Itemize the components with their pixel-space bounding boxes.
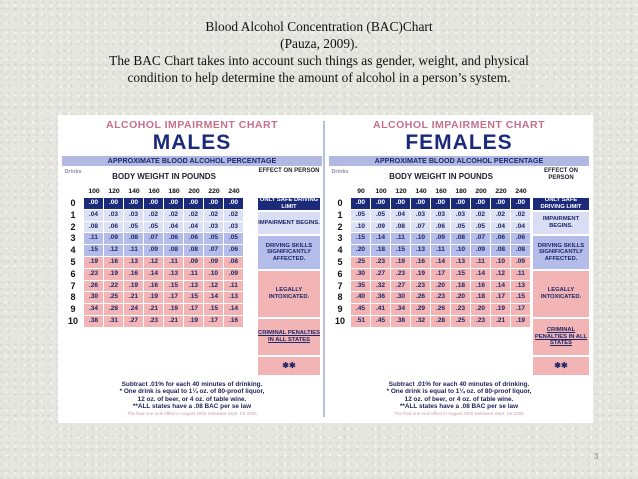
bac-cell: .03	[411, 210, 430, 221]
bac-cell: .09	[371, 222, 390, 233]
footer-note: **ALL states have a .08 BAC per se law	[399, 402, 519, 410]
bac-cell: .11	[184, 269, 203, 280]
bac-cell: .06	[184, 233, 203, 244]
bac-cell: .03	[104, 210, 123, 221]
bac-cell: .07	[144, 233, 163, 244]
bac-cell: .11	[391, 233, 410, 244]
table-row	[329, 281, 531, 292]
bac-cell: .14	[144, 269, 163, 280]
bac-cell: .07	[411, 222, 430, 233]
drinks-count: 1	[70, 209, 76, 220]
bac-cell: .08	[184, 245, 203, 256]
table-row	[329, 269, 531, 280]
drinks-count: 6	[70, 268, 76, 279]
bac-cell: .17	[184, 304, 203, 315]
bac-cell: .04	[184, 222, 203, 233]
bac-chart-image	[58, 115, 593, 423]
footer-line: 12 oz. of beer, or 4 oz. of table wine.	[137, 395, 247, 403]
males-effect-criminal: CRIMINAL PENALTIES IN ALL STATES	[258, 319, 320, 355]
bac-cell: .04	[84, 210, 103, 221]
table-row	[329, 198, 531, 209]
females-bac-grid	[329, 198, 531, 328]
females-panel	[329, 119, 589, 419]
bac-cell: .08	[451, 233, 470, 244]
bac-cell: .07	[204, 245, 223, 256]
footer-line: * One drink is equal to 1¼ oz. of 80-proof liquor,	[119, 388, 265, 396]
bac-cell: .06	[431, 222, 450, 233]
bac-cell: .13	[511, 281, 530, 292]
bac-cell: .08	[84, 222, 103, 233]
table-row	[329, 210, 531, 221]
bac-cell: .25	[104, 292, 123, 303]
bac-cell: .27	[371, 269, 390, 280]
bac-cell: .09	[511, 257, 530, 268]
males-gender-heading: MALES	[152, 131, 232, 154]
slide-citation: (Pauza, 2009).	[280, 36, 358, 51]
bac-cell: .13	[411, 245, 430, 256]
drinks-count: 0	[70, 198, 76, 208]
bac-cell: .00	[204, 198, 223, 209]
bac-cell: .09	[431, 233, 450, 244]
males-effect-safe: ONLY SAFE DRIVING LIMIT	[259, 197, 319, 210]
page-number: 3	[594, 452, 599, 461]
weight-header: 200	[475, 188, 487, 195]
males-subtitle-bar: APPROXIMATE BLOOD ALCOHOL PERCENTAGE	[62, 156, 322, 166]
bac-cell: .03	[431, 210, 450, 221]
bac-cell: .15	[351, 233, 370, 244]
footer-fine-print: The final one took effect in August 2005 Deleware Sept. 1st 2005	[394, 411, 524, 417]
bac-cell: .29	[411, 304, 430, 315]
drinks-count: 5	[337, 256, 343, 267]
bac-cell: .11	[511, 269, 530, 280]
bac-cell: .05	[124, 222, 143, 233]
bac-cell: .38	[84, 316, 103, 327]
bac-cell: .06	[511, 233, 530, 244]
males-bac-grid	[62, 198, 244, 328]
footer-fine-print: The final one took effect in August 2005 Deleware Sept. 1st 2005	[127, 411, 257, 417]
bac-cell: .05	[144, 222, 163, 233]
females-effect-intoxicated: LEGALLY INTOXICATED.	[533, 271, 589, 317]
bac-cell: .06	[104, 222, 123, 233]
bac-cell: .19	[124, 281, 143, 292]
bac-cell: .15	[164, 281, 183, 292]
males-effect-skills: DRIVING SKILLS SIGNIFICANTLY AFFECTED.	[258, 236, 320, 269]
bac-cell: .16	[224, 316, 243, 327]
bac-cell: .02	[164, 210, 183, 221]
weight-header: 220	[495, 188, 507, 195]
males-drinks-label: Drinks	[64, 169, 82, 175]
bac-cell: .18	[471, 292, 490, 303]
footer-line: 12 oz. of beer, or 4 oz. of table wine.	[404, 395, 514, 403]
bac-cell: .14	[371, 233, 390, 244]
females-footer	[329, 381, 589, 417]
bac-cell: .15	[204, 304, 223, 315]
bac-cell: .19	[104, 269, 123, 280]
slide-description-line1: The BAC Chart takes into account such things as gender, weight, and physical	[109, 53, 529, 68]
females-weight-row	[351, 187, 531, 197]
bac-cell: .20	[471, 304, 490, 315]
bac-cell: .09	[204, 257, 223, 268]
females-effect-stars: ✱✱	[533, 357, 589, 375]
bac-cell: .41	[371, 304, 390, 315]
females-effect-skills: DRIVING SKILLS SIGNIFICANTLY AFFECTED.	[533, 236, 589, 269]
bac-cell: .23	[451, 304, 470, 315]
bac-cell: .15	[184, 292, 203, 303]
bac-cell: .23	[391, 269, 410, 280]
weight-header: 100	[88, 188, 100, 195]
bac-cell: .30	[351, 269, 370, 280]
bac-cell: .00	[124, 198, 143, 209]
table-row	[62, 233, 244, 244]
females-body-weight-label: BODY WEIGHT IN POUNDS	[389, 172, 493, 181]
weight-header: 180	[168, 188, 180, 195]
bac-cell: .16	[471, 281, 490, 292]
bac-cell: .32	[371, 281, 390, 292]
bac-cell: .09	[184, 257, 203, 268]
bac-cell: .02	[144, 210, 163, 221]
bac-cell: .16	[104, 257, 123, 268]
bac-cell: .06	[224, 245, 243, 256]
bac-cell: .17	[511, 304, 530, 315]
table-row	[62, 304, 244, 315]
bac-cell: .09	[144, 245, 163, 256]
females-effect-safe: ONLY SAFE DRIVING LIMIT	[533, 198, 589, 210]
bac-cell: .16	[124, 269, 143, 280]
bac-cell: .00	[144, 198, 163, 209]
weight-header: 200	[188, 188, 200, 195]
bac-cell: .19	[144, 292, 163, 303]
bac-cell: .12	[144, 257, 163, 268]
bac-cell: .34	[391, 304, 410, 315]
bac-cell: .00	[104, 198, 123, 209]
bac-cell: .10	[451, 245, 470, 256]
bac-cell: .21	[491, 316, 510, 327]
bac-cell: .10	[411, 233, 430, 244]
bac-cell: .10	[351, 222, 370, 233]
bac-cell: .45	[371, 316, 390, 327]
bac-cell: .00	[431, 198, 450, 209]
slide-heading	[0, 18, 638, 86]
bac-cell: .23	[431, 292, 450, 303]
bac-cell: .15	[84, 245, 103, 256]
bac-cell: .28	[104, 304, 123, 315]
bac-cell: .10	[204, 269, 223, 280]
bac-cell: .05	[451, 222, 470, 233]
weight-header: 140	[128, 188, 140, 195]
bac-cell: .23	[411, 281, 430, 292]
bac-cell: .26	[411, 292, 430, 303]
weight-header: 160	[148, 188, 160, 195]
bac-cell: .20	[431, 281, 450, 292]
bac-cell: .13	[184, 281, 203, 292]
table-row	[62, 316, 244, 327]
footer-note: **ALL states have a .08 BAC per se law	[132, 402, 252, 410]
bac-cell: .00	[411, 198, 430, 209]
bac-cell: .00	[224, 198, 243, 209]
bac-cell: .16	[411, 257, 430, 268]
weight-header: 120	[395, 188, 407, 195]
bac-cell: .03	[124, 210, 143, 221]
females-effect-label: EFFECT ON PERSON	[544, 168, 578, 181]
table-row	[62, 257, 244, 268]
bac-cell: .21	[144, 304, 163, 315]
weight-header: 180	[455, 188, 467, 195]
bac-cell: .08	[224, 257, 243, 268]
bac-cell: .19	[164, 304, 183, 315]
males-chart-title: ALCOHOL IMPAIRMENT CHART	[105, 119, 279, 131]
bac-cell: .23	[471, 316, 490, 327]
bac-cell: .19	[511, 316, 530, 327]
weight-header: 240	[228, 188, 240, 195]
bac-cell: .45	[351, 304, 370, 315]
table-row	[329, 304, 531, 315]
bac-cell: .13	[224, 292, 243, 303]
weight-header: 90	[357, 188, 365, 195]
bac-cell: .36	[371, 292, 390, 303]
bac-cell: .11	[124, 245, 143, 256]
bac-cell: .27	[124, 316, 143, 327]
bac-cell: .09	[471, 245, 490, 256]
slide-title: Blood Alcohol Concentration (BAC)Chart	[205, 19, 433, 34]
bac-cell: .26	[431, 304, 450, 315]
bac-cell: .04	[491, 222, 510, 233]
table-row	[62, 198, 244, 209]
bac-cell: .08	[124, 233, 143, 244]
weight-header: 240	[515, 188, 527, 195]
table-row	[329, 257, 531, 268]
bac-cell: .05	[471, 222, 490, 233]
drinks-count: 3	[70, 233, 76, 244]
bac-cell: .13	[451, 257, 470, 268]
table-row	[62, 210, 244, 221]
bac-cell: .12	[204, 281, 223, 292]
bac-cell: .19	[491, 304, 510, 315]
drinks-count: 10	[67, 315, 78, 326]
bac-cell: .24	[124, 304, 143, 315]
weight-header: 140	[415, 188, 427, 195]
drinks-count: 9	[337, 304, 343, 315]
bac-cell: .14	[471, 269, 490, 280]
weight-header: 100	[375, 188, 387, 195]
bac-cell: .21	[124, 292, 143, 303]
bac-cell: .05	[224, 233, 243, 244]
bac-cell: .15	[511, 292, 530, 303]
males-footer	[62, 381, 322, 417]
bac-cell: .11	[471, 257, 490, 268]
drinks-count: 7	[70, 280, 76, 291]
females-effect-impairment: IMPAIRMENT BEGINS.	[533, 212, 589, 234]
bac-cell: .21	[164, 316, 183, 327]
males-effect-impairment: IMPAIRMENT BEGINS.	[258, 212, 320, 234]
bac-cell: .17	[431, 269, 450, 280]
footer-line: * One drink is equal to 1¼ oz. of 80-proof liquor,	[386, 388, 532, 396]
drinks-count: 9	[70, 304, 76, 315]
bac-cell: .14	[431, 257, 450, 268]
bac-cell: .00	[164, 198, 183, 209]
bac-cell: .16	[144, 281, 163, 292]
bac-cell: .07	[471, 233, 490, 244]
drinks-count: 4	[337, 245, 343, 256]
bac-cell: .03	[451, 210, 470, 221]
weight-header: 120	[108, 188, 120, 195]
bac-cell: .08	[164, 245, 183, 256]
bac-cell: .05	[204, 233, 223, 244]
table-row	[329, 245, 531, 256]
bac-cell: .00	[351, 198, 370, 209]
bac-cell: .30	[391, 292, 410, 303]
bac-cell: .09	[224, 269, 243, 280]
females-subtitle-bar: APPROXIMATE BLOOD ALCOHOL PERCENTAGE	[329, 156, 589, 166]
slide-description-line2: condition to help determine the amount of alcohol in a person’s system.	[127, 70, 511, 85]
drinks-count: 10	[334, 315, 345, 326]
drinks-count: 2	[337, 221, 343, 232]
bac-cell: .12	[104, 245, 123, 256]
bac-cell: .08	[491, 245, 510, 256]
bac-cell: .05	[371, 210, 390, 221]
bac-cell: .26	[84, 281, 103, 292]
bac-cell: .13	[164, 269, 183, 280]
males-effect-intoxicated: LEGALLY INTOXICATED.	[258, 271, 320, 317]
bac-cell: .02	[511, 210, 530, 221]
drinks-count: 7	[337, 280, 343, 291]
bac-cell: .38	[391, 316, 410, 327]
footer-line: Subtract .01% for each 40 minutes of drinking.	[121, 381, 263, 388]
bac-cell: .14	[224, 304, 243, 315]
bac-cell: .03	[204, 222, 223, 233]
table-row	[62, 245, 244, 256]
bac-cell: .08	[511, 245, 530, 256]
bac-cell: .11	[224, 281, 243, 292]
bac-cell: .04	[391, 210, 410, 221]
bac-cell: .23	[144, 316, 163, 327]
bac-cell: .09	[104, 233, 123, 244]
males-panel	[62, 119, 322, 419]
table-row	[329, 233, 531, 244]
table-row	[329, 222, 531, 233]
females-gender-heading: FEMALES	[405, 131, 513, 154]
drinks-count: 8	[337, 292, 343, 303]
bac-cell: .19	[84, 257, 103, 268]
drinks-count: 6	[337, 268, 343, 279]
drinks-count: 3	[337, 233, 343, 244]
bac-cell: .19	[391, 257, 410, 268]
bac-cell: .23	[371, 257, 390, 268]
bac-cell: .20	[451, 292, 470, 303]
males-body-weight-label: BODY WEIGHT IN POUNDS	[112, 172, 216, 181]
drinks-count: 4	[70, 245, 76, 256]
table-row	[329, 292, 531, 303]
bac-cell: .00	[184, 198, 203, 209]
bac-cell: .40	[351, 292, 370, 303]
bac-cell: .00	[84, 198, 103, 209]
males-weight-row	[84, 187, 244, 197]
bac-cell: .27	[391, 281, 410, 292]
drinks-count: 1	[337, 209, 343, 220]
bac-cell: .14	[491, 281, 510, 292]
bac-cell: .02	[491, 210, 510, 221]
bac-cell: .00	[491, 198, 510, 209]
footer-line: Subtract .01% for each 40 minutes of drinking.	[388, 381, 530, 388]
bac-cell: .06	[164, 233, 183, 244]
bac-cell: .04	[164, 222, 183, 233]
bac-cell: .02	[184, 210, 203, 221]
drinks-count: 2	[70, 221, 76, 232]
bac-cell: .17	[164, 292, 183, 303]
table-row	[62, 292, 244, 303]
weight-header: 160	[435, 188, 447, 195]
bac-cell: .11	[431, 245, 450, 256]
bac-cell: .00	[471, 198, 490, 209]
weight-header: 220	[208, 188, 220, 195]
bac-cell: .13	[124, 257, 143, 268]
bac-cell: .11	[84, 233, 103, 244]
bac-cell: .18	[451, 281, 470, 292]
drinks-count: 5	[70, 256, 76, 267]
bac-cell: .12	[491, 269, 510, 280]
bac-cell: .17	[491, 292, 510, 303]
bac-cell: .25	[451, 316, 470, 327]
bac-cell: .02	[224, 210, 243, 221]
bac-cell: .00	[451, 198, 470, 209]
bac-cell: .00	[391, 198, 410, 209]
males-effect-label: EFFECT ON PERSON	[258, 168, 320, 174]
bac-cell: .23	[84, 269, 103, 280]
bac-cell: .15	[451, 269, 470, 280]
bac-cell: .00	[511, 198, 530, 209]
drinks-count: 8	[70, 292, 76, 303]
bac-cell: .35	[351, 281, 370, 292]
bac-cell: .02	[471, 210, 490, 221]
table-row	[62, 269, 244, 280]
bac-cell: .08	[391, 222, 410, 233]
bac-cell: .03	[224, 222, 243, 233]
bac-cell: .18	[371, 245, 390, 256]
females-chart-title: ALCOHOL IMPAIRMENT CHART	[372, 119, 546, 131]
bac-cell: .06	[491, 233, 510, 244]
bac-cell: .14	[204, 292, 223, 303]
table-row	[62, 222, 244, 233]
drinks-count: 0	[337, 198, 343, 208]
bac-cell: .22	[104, 281, 123, 292]
bac-cell: .17	[204, 316, 223, 327]
chart-divider	[323, 121, 325, 417]
bac-cell: .11	[164, 257, 183, 268]
bac-cell: .05	[351, 210, 370, 221]
bac-cell: .02	[204, 210, 223, 221]
bac-cell: .00	[371, 198, 390, 209]
bac-cell: .28	[431, 316, 450, 327]
females-effect-criminal: CRIMINAL PENALTIES IN ALL STATES	[533, 319, 589, 355]
table-row	[329, 316, 531, 327]
bac-cell: .30	[84, 292, 103, 303]
bac-cell: .32	[411, 316, 430, 327]
bac-cell: .15	[391, 245, 410, 256]
bac-cell: .19	[411, 269, 430, 280]
bac-cell: .31	[104, 316, 123, 327]
females-drinks-label: Drinks	[331, 169, 349, 175]
bac-cell: .34	[84, 304, 103, 315]
bac-cell: .25	[351, 257, 370, 268]
bac-cell: .19	[184, 316, 203, 327]
bac-cell: .20	[351, 245, 370, 256]
table-row	[62, 281, 244, 292]
bac-cell: .51	[351, 316, 370, 327]
bac-cell: .04	[511, 222, 530, 233]
males-effect-stars: ✱✱	[258, 357, 320, 375]
bac-cell: .10	[491, 257, 510, 268]
